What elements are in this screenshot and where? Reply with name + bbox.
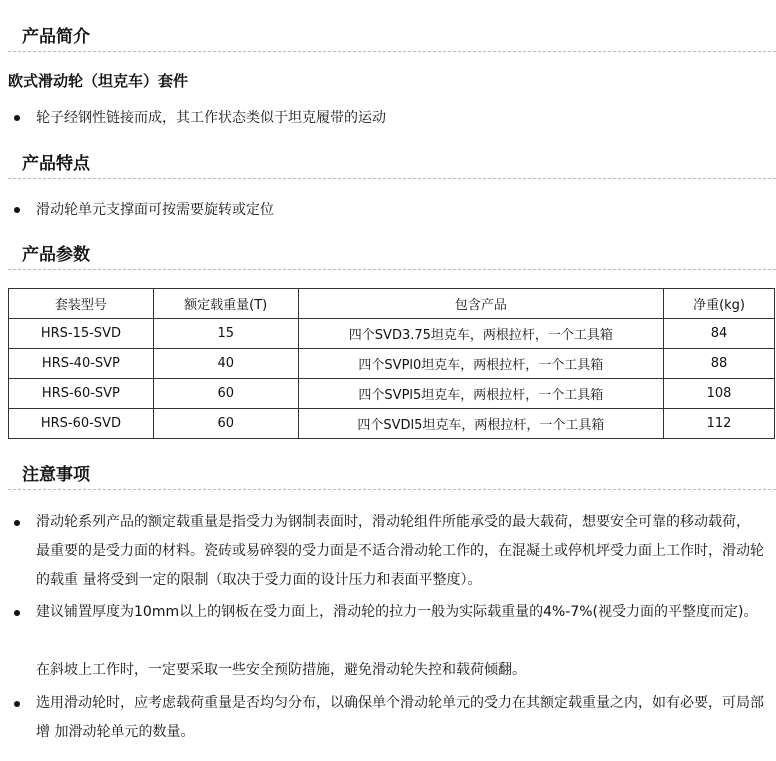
cell-weight: 112: [664, 409, 775, 439]
note-item: [36, 689, 766, 747]
note-item: [36, 508, 766, 595]
list-item-text: 轮子经钢性链接而成，其工作状态类似于坦克履带的运动: [36, 110, 386, 126]
cell-load: 60: [153, 409, 298, 439]
col-header-contents: 包含产品: [298, 289, 664, 319]
list-item: [14, 200, 274, 220]
cell-load: 15: [153, 319, 298, 349]
cell-weight: 88: [664, 349, 775, 379]
bullet-icon: [14, 520, 20, 526]
list-item: [14, 108, 386, 128]
bullet-icon: [14, 207, 20, 213]
cell-load: 60: [153, 379, 298, 409]
table-row: [9, 349, 775, 379]
note-text: 建议铺置厚度为10mm以上的钢板在受力面上，滑动轮的拉力一般为实际载重量的4%-7%(视受力面的平整度而定)。: [36, 604, 758, 620]
col-header-weight: 净重(kg): [664, 289, 775, 319]
cell-contents: 四个SVPl0坦克车，两根拉杆，一个工具箱: [298, 349, 664, 379]
cell-model: HRS-40-SVP: [9, 349, 154, 379]
cell-contents: 四个SVD3.75坦克车，两根拉杆，一个工具箱: [298, 319, 664, 349]
note-extra-text: 在斜坡上工作时，一定要采取一些安全预防措施，避免滑动轮失控和载荷倾翻。: [36, 662, 526, 678]
list-item-text: 滑动轮单元支撑面可按需要旋转或定位: [36, 202, 274, 218]
section-title: 产品参数: [22, 245, 90, 265]
section-title: 产品特点: [22, 154, 90, 174]
table-row: [9, 319, 775, 349]
table-header-row: [9, 289, 775, 319]
cell-contents: 四个SVPl5坦克车，两根拉杆，一个工具箱: [298, 379, 664, 409]
cell-load: 40: [153, 349, 298, 379]
note-item: [36, 598, 766, 627]
cell-model: HRS-60-SVD: [9, 409, 154, 439]
section-title: 注意事项: [22, 465, 90, 485]
bullet-icon: [14, 701, 20, 707]
table-row: [9, 379, 775, 409]
product-subtitle: 欧式滑动轮（坦克车）套件: [8, 72, 189, 90]
section-features-header: [8, 153, 776, 179]
spec-table: [8, 288, 775, 439]
cell-weight: 84: [664, 319, 775, 349]
bullet-icon: [14, 610, 20, 616]
cell-weight: 108: [664, 379, 775, 409]
cell-model: HRS-15-SVD: [9, 319, 154, 349]
section-intro-header: [8, 26, 776, 52]
note-text: 滑动轮系列产品的额定载重量是指受力为钢制表面时，滑动轮组件所能承受的最大载荷，想要安全可靠的移动载荷， 最重要的是受力面的材料。瓷砖或易碎裂的受力面是不适合滑动轮工作的，在混凝土或停机坪受力面上工作时，滑动轮的载重 量将受到一定的限制（取决于受力面的设计压力和表面平整度）。: [36, 514, 764, 588]
bullet-icon: [14, 115, 20, 121]
section-notes-header: [8, 464, 776, 490]
section-title: 产品简介: [22, 27, 90, 47]
table-row: [9, 409, 775, 439]
cell-contents: 四个SVDl5坦克车，两根拉杆，一个工具箱: [298, 409, 664, 439]
section-params-header: [8, 244, 776, 270]
cell-model: HRS-60-SVP: [9, 379, 154, 409]
note-text: 选用滑动轮时，应考虑载荷重量是否均匀分布，以确保单个滑动轮单元的受力在其额定载重量之内，如有必要，可局部增 加滑动轮单元的数量。: [36, 695, 764, 740]
col-header-model: 套装型号: [9, 289, 154, 319]
col-header-load: 额定载重量(T): [153, 289, 298, 319]
